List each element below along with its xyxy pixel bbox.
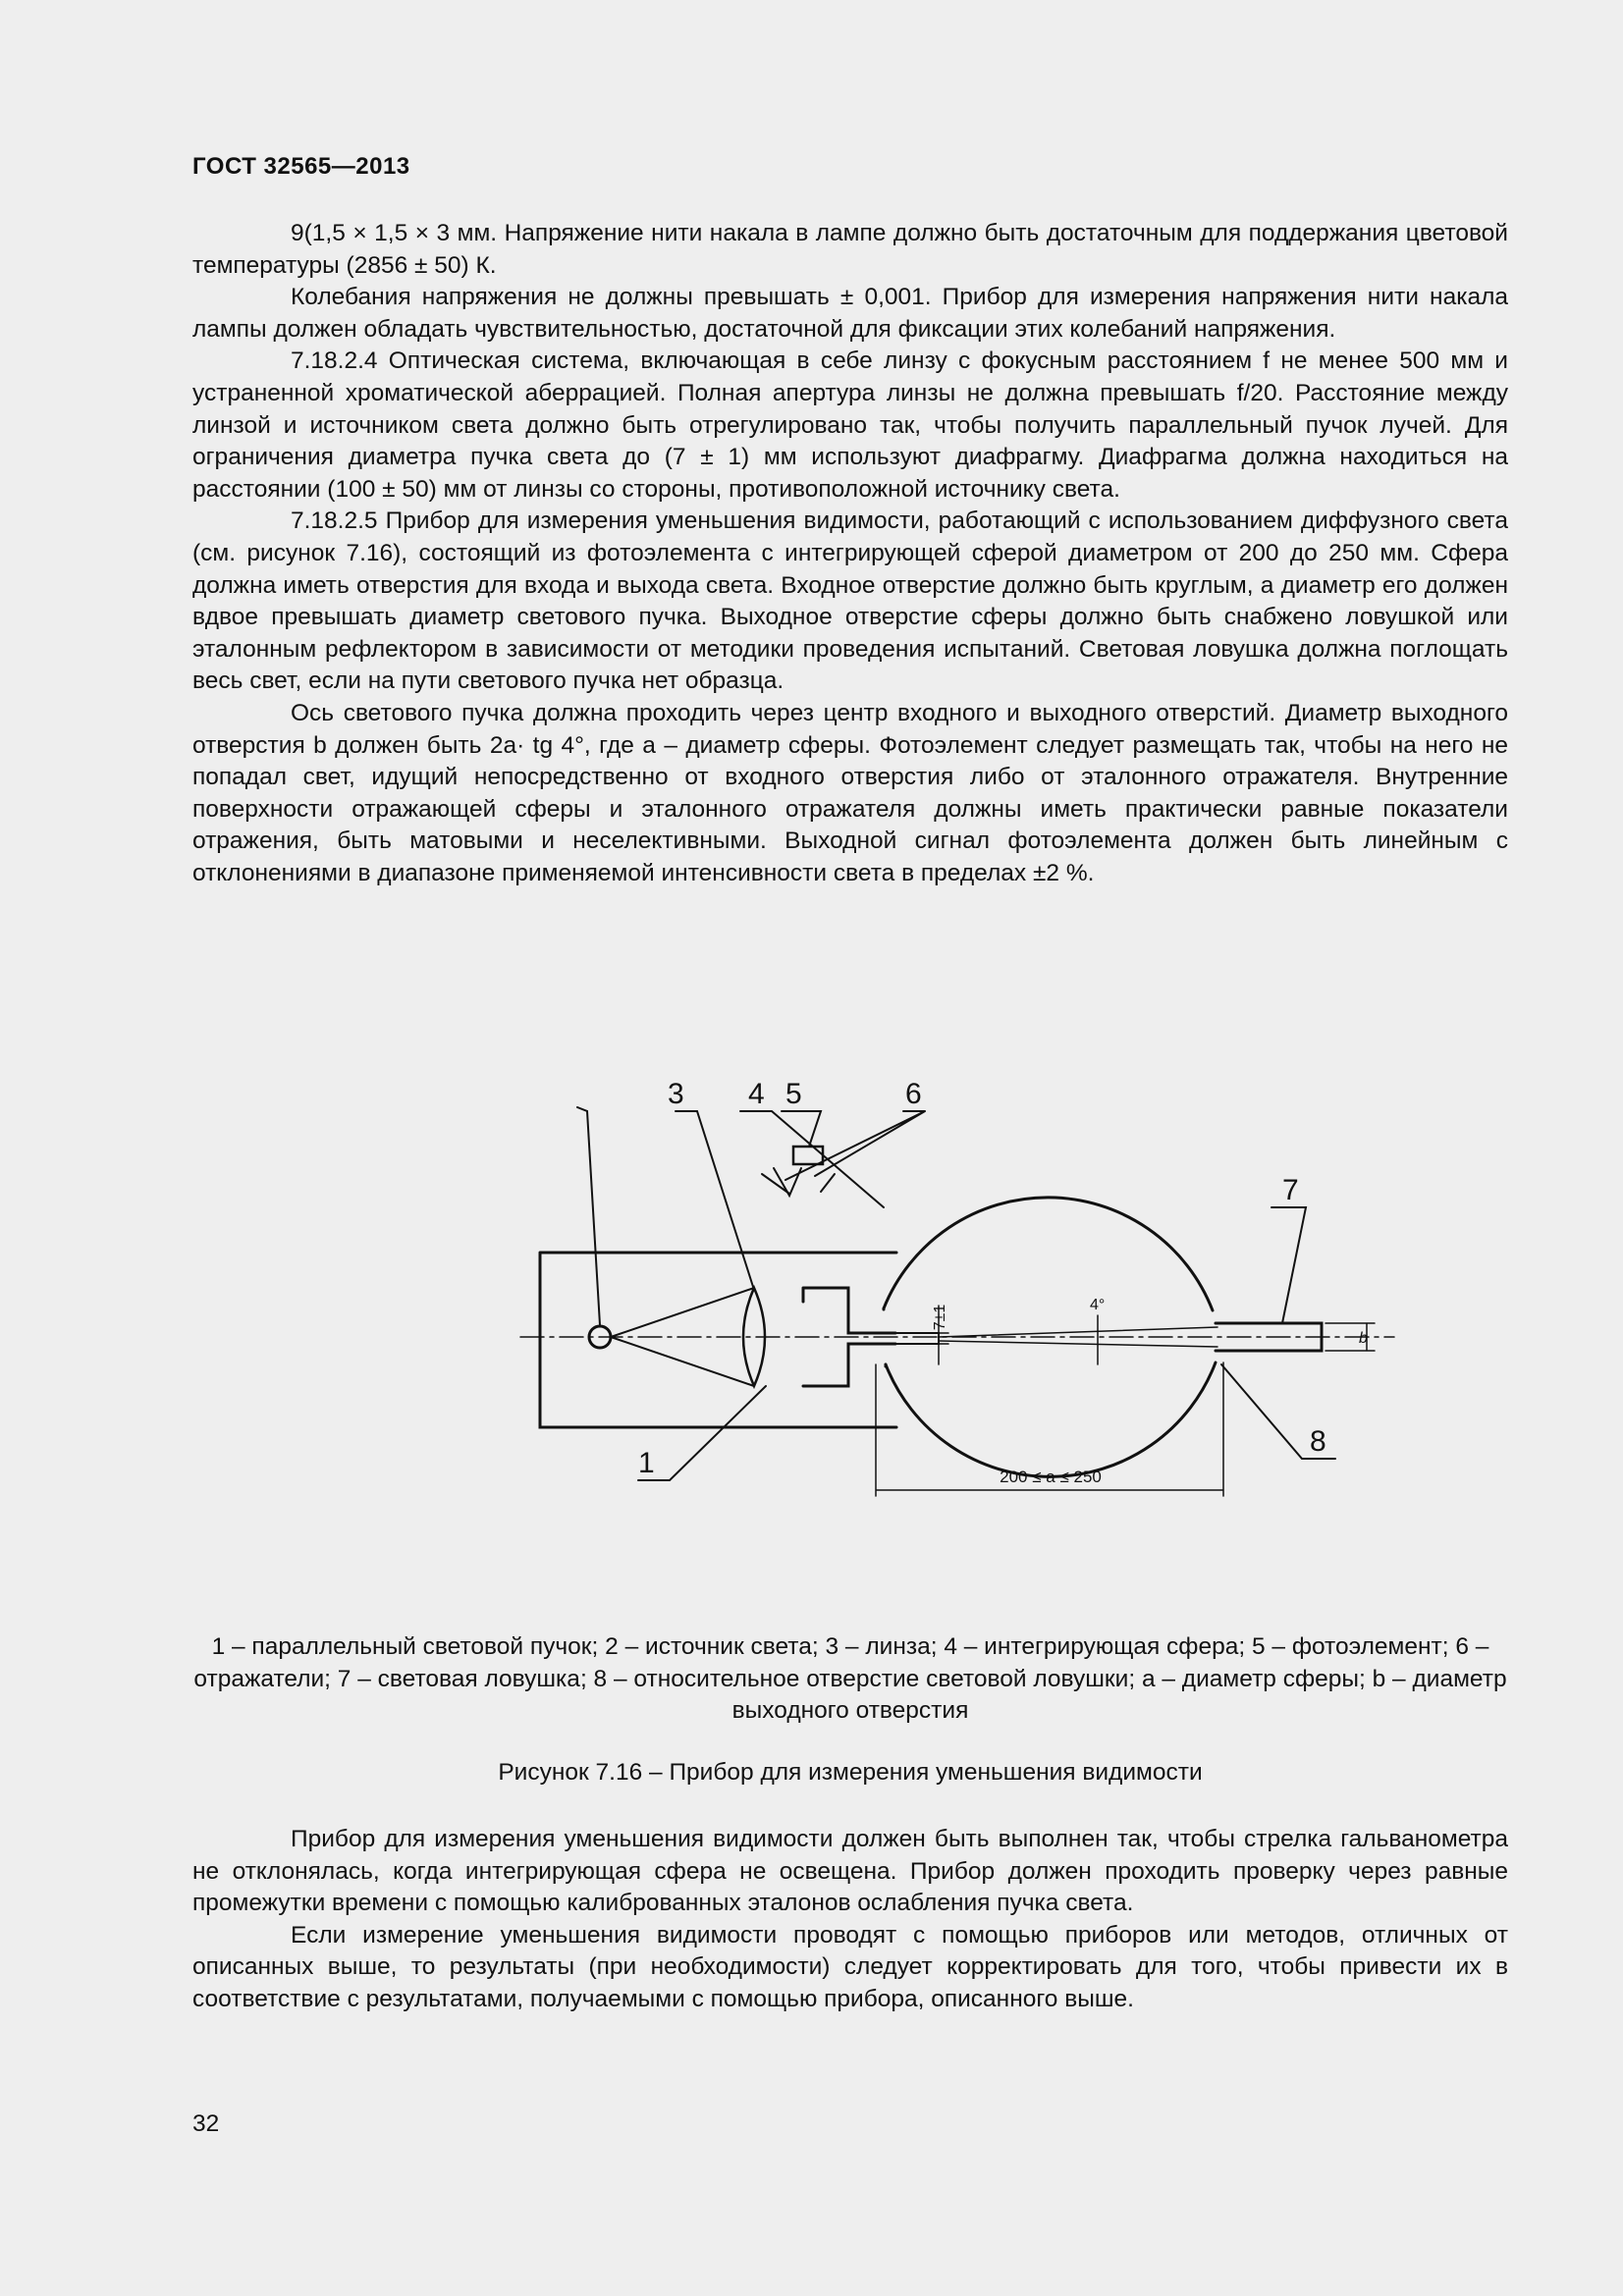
dim-angle: 4° xyxy=(1090,1297,1106,1313)
label-3: 3 xyxy=(668,1078,684,1110)
leader-1 xyxy=(638,1386,766,1480)
dim-aperture: 7±1 xyxy=(932,1304,948,1331)
leader-7 xyxy=(1271,1207,1306,1323)
paragraph: 7.18.2.4 Оптическая система, включающая в себе линзу с фокусным расстоянием f не менее 500 мм и устраненной хроматической аберрацией. Полная апертура линзы не должна превышать f/20. Расстояние между линзой и источником света должно быть отрегулировано так, чтобы получить параллельный пучок лучей. Для ограничения диаметра пучка света до (7 ± 1) мм используют диафрагму. Диафрагма должна находиться на расстоянии (100 ± 50) мм от линзы со стороны, противоположной источнику света. xyxy=(192,347,1508,503)
figure-legend: 1 – параллельный световой пучок; 2 – источник света; 3 – линза; 4 – интегрирующая сфера; 5 – фотоэлемент; 6 – отражатели; 7 – световая ловушка; 8 – относительное отверстие световой ловушки; a – диаметр сферы; b – диаметр выходного отверстия xyxy=(193,1633,1507,1725)
label-8: 8 xyxy=(1310,1425,1326,1458)
dim-exit: b xyxy=(1359,1330,1368,1347)
leader-5 xyxy=(782,1111,821,1147)
housing xyxy=(540,1253,896,1427)
paragraph: Прибор для измерения уменьшения видимости должен быть выполнен так, чтобы стрелка гальванометра не отклонялась, когда интегрирующая сфера не освещена. Прибор должен проходить проверку через равные промежутки времени с помощью калиброванных эталонов ослабления пучка света. xyxy=(192,1826,1508,1917)
label-7: 7 xyxy=(1282,1174,1299,1206)
paragraph: 7.18.2.5 Прибор для измерения уменьшения видимости, работающий с использованием диффузного света (см. рисунок 7.16), состоящий из фотоэлемента с интегрирующей сферой диаметром от 200 до 250 мм. Сфера должна иметь отверстия для входа и выхода света. Входное отверстие должно быть круглым, а диаметр его должен вдвое превышать диаметр светового пучка. Выходное отверстие сферы должно быть снабжено ловушкой или эталонным рефлектором в зависимости от методики проведения испытаний. Световая ловушка должна поглощать весь свет, если на пути светового пучка нет образца. xyxy=(192,507,1508,695)
photocell xyxy=(793,1147,823,1164)
dim-sphere: 200 ≤ a ≤ 250 xyxy=(1000,1468,1102,1486)
label-5: 5 xyxy=(785,1078,802,1110)
integrating-sphere xyxy=(884,1198,1213,1310)
figure-caption: Рисунок 7.16 – Прибор для измерения уменьшения видимости xyxy=(498,1759,1203,1786)
leader-4 xyxy=(740,1111,884,1207)
label-6: 6 xyxy=(905,1078,922,1110)
figure-diagram xyxy=(491,1070,1434,1590)
paragraph: Колебания напряжения не должны превышать ± 0,001. Прибор для измерения напряжения нити накала лампы должен обладать чувствительностью, достаточной для фиксации этих колебаний напряжения. xyxy=(192,284,1508,343)
page-number: 32 xyxy=(192,2110,220,2137)
paragraph: Ось светового пучка должна проходить через центр входного и выходного отверстий. Диаметр выходного отверстия b должен быть 2a· tg 4°, где a – диаметр сферы. Фотоэлемент следует размещать так, чтобы на него не попадал свет, идущий непосредственно от входного отверстия либо от эталонного отражателя. Внутренние поверхности отражающей сферы и эталонного отражателя должны иметь практически равные показатели отражения, быть матовыми и неселективными. Выходной сигнал фотоэлемента должен быть линейным с отклонениями в диапазоне применяемой интенсивности света в пределах ±2 %. xyxy=(192,699,1508,886)
page-header: ГОСТ 32565—2013 xyxy=(192,153,410,180)
entry-aperture xyxy=(895,1333,939,1344)
label-1: 1 xyxy=(638,1447,655,1479)
paragraph: Если измерение уменьшения видимости проводят с помощью приборов или методов, отличных от описанных выше, то результаты (при необходимости) следует корректировать для того, чтобы привести их в соответствие с результатами, получаемыми с помощью прибора, описанного выше. xyxy=(192,1921,1508,2012)
label-4: 4 xyxy=(748,1078,765,1110)
figure-7-16 xyxy=(491,1070,1434,1590)
leader-3 xyxy=(676,1111,754,1290)
bottom-text xyxy=(192,1824,1508,2016)
body-text xyxy=(192,218,1508,889)
integrating-sphere-bottom xyxy=(886,1362,1216,1476)
paragraph: 9(1,5 × 1,5 × 3 мм. Напряжение нити накала в лампе должно быть достаточным для поддержания цветовой температуры (2856 ± 50) К. xyxy=(192,220,1508,279)
leader-2 xyxy=(577,1107,600,1325)
